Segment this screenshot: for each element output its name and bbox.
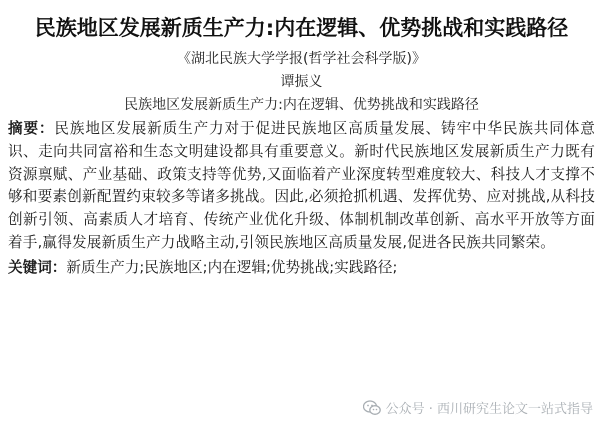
article-subtitle: 民族地区发展新质生产力:内在逻辑、优势挑战和实践路径 [124, 97, 479, 113]
article-title: 民族地区发展新质生产力:内在逻辑、优势挑战和实践路径 [34, 16, 569, 40]
wechat-icon [363, 400, 381, 416]
abstract-label: 摘要： [8, 120, 55, 137]
keywords-label: 关键词： [8, 258, 67, 276]
keywords-line [8, 257, 595, 280]
author-name: 谭振义 [280, 74, 323, 90]
journal-name: 《湖北民族大学学报(哲学社会科学版)》 [177, 51, 426, 67]
abstract-text: 民族地区发展新质生产力对于促进民族地区高质量发展、铸牢中华民族共同体意识、走向共同富裕和生态文明建设都具有重要意义。新时代民族地区发展新质生产力既有资源禀赋、产业基础、政策支持等优势,又面临着产业深度转型难度较大、科技人才支撑不够和要素创新配置约束较多等诸多挑战。因此,必须抢抓机遇、发挥优势、应对挑战,从科技创新引领、高素质人才培育、传统产业优化升级、体制机制改革创新、高水平开放等方面着手,赢得发展新质生产力战略主动,引领民族地区高质量发展,促进各民族共同繁荣。 [8, 120, 595, 251]
keywords-text: 新质生产力;民族地区;内在逻辑;优势挑战;实践路径; [66, 258, 398, 276]
watermark [363, 398, 593, 417]
abstract-paragraph [8, 118, 595, 255]
watermark-text: 公众号 · 西川研究生论文一站式指导 [385, 402, 593, 417]
